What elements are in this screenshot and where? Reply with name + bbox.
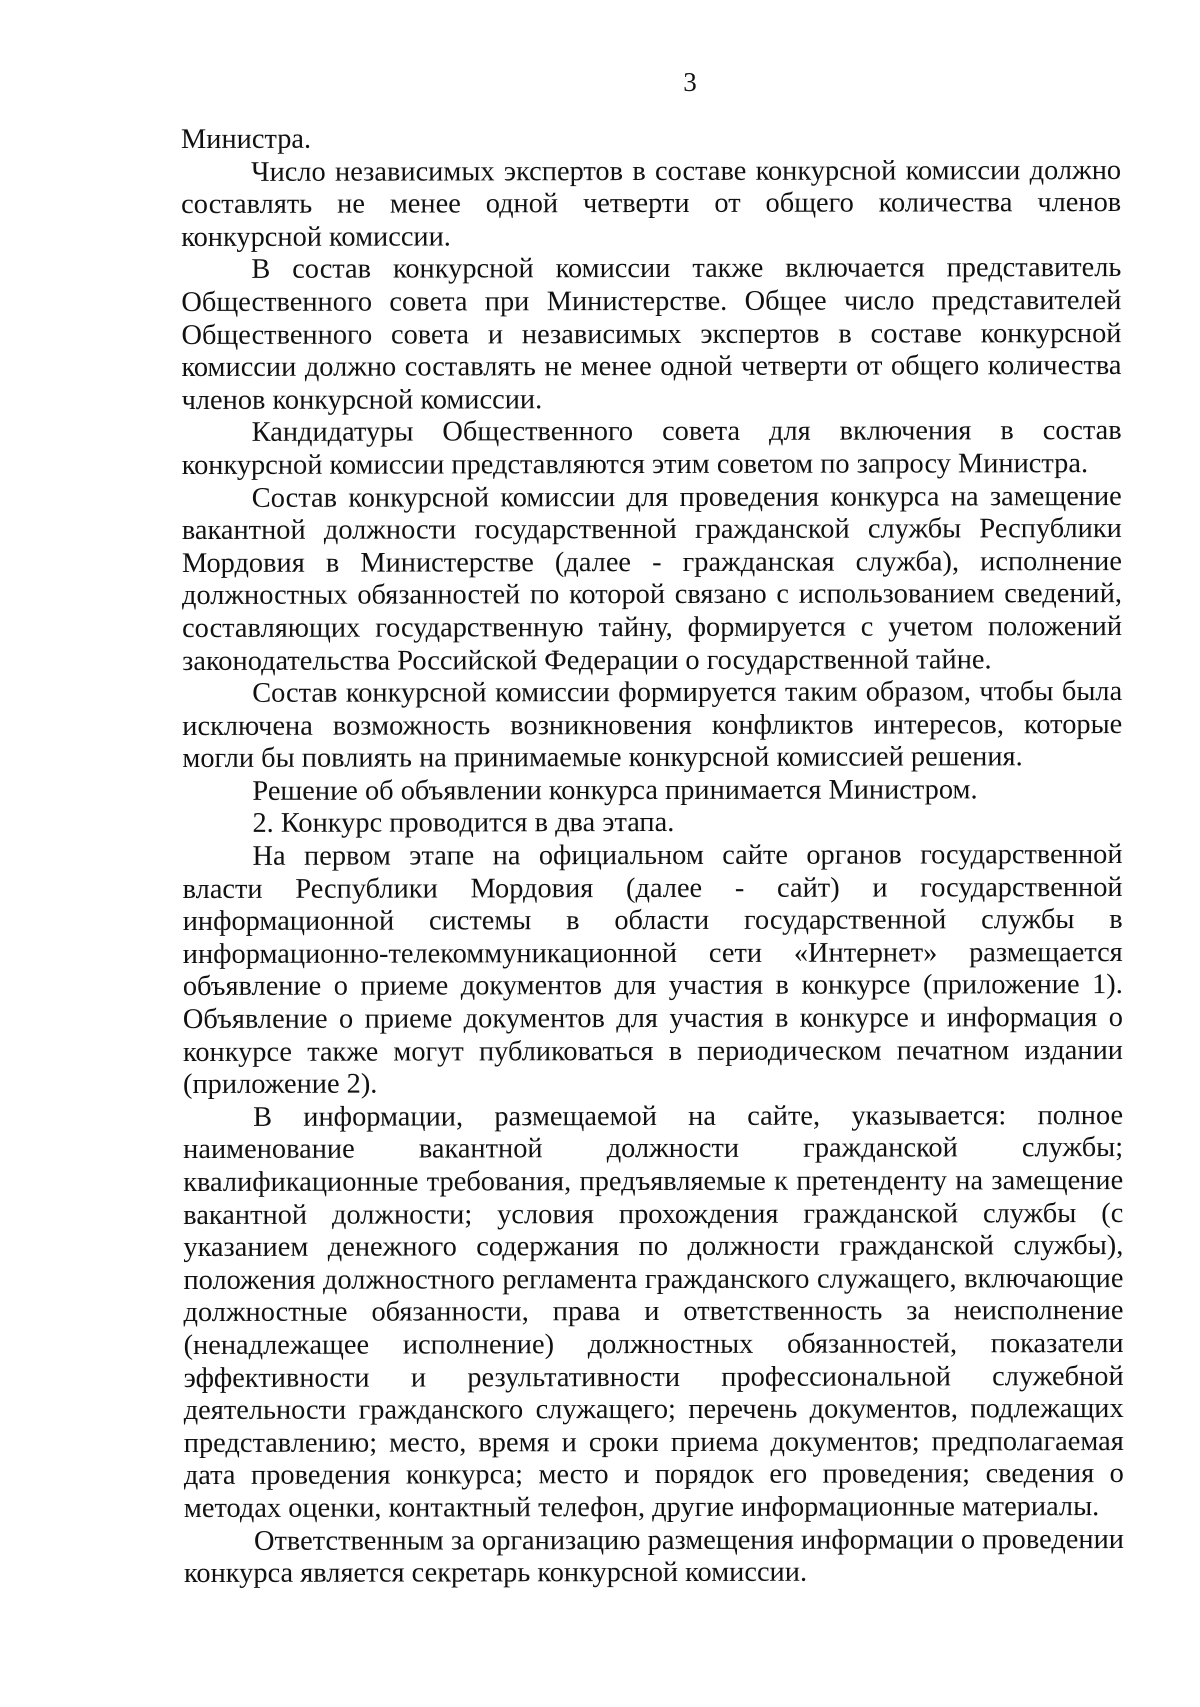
paragraph-continuation: Министра.	[181, 123, 312, 155]
document-body	[181, 122, 1124, 1591]
paragraph-conflict-of-interest: Состав конкурсной комиссии формируется таким образом, чтобы была исключена возможность возникновения конфликтов интересов, которые могли бы повлиять на принимаемые конкурсной комиссией решения.	[182, 676, 1123, 775]
paragraph-published-information: В информации, размещаемой на сайте, указывается: полное наименование вакантной должности гражданской службы; квалификационные требования, предъявляемые к претенденту на замещение вакантной должности; условия прохождения гражданской службы (с указанием денежного содержания по должности гражданской службы), положения должностного регламента гражданского служащего, включающие должностные обязанности, права и ответственность за неисполнение (ненадлежащее исполнение) должностных обязанностей, показатели эффективности и результативности профессиональной служебной деятельности гражданского служащего; перечень документов, подлежащих представлению; место, время и сроки приема документов; предполагаемая дата проведения конкурса; место и порядок его проведения; сведения о методах оценки, контактный телефон, другие информационные материалы.	[183, 1099, 1124, 1524]
paragraph-state-secret-composition: Состав конкурсной комиссии для проведения конкурса на замещение вакантной должности государственной гражданской службы Республики Мордовия в Министерстве (далее - гражданская служба), исполнение должностных обязанностей по которой связано с использованием сведений, составляющих государственную тайну, формируется с учетом положений законодательства Российской Федерации о государственной тайне.	[181, 480, 1123, 677]
paragraph-two-stages: 2. Конкурс проводится в два этапа.	[252, 807, 675, 840]
paragraph-council-candidates: Кандидатуры Общественного совета для включения в состав конкурсной комиссии представляются этим советом по запросу Министра.	[181, 415, 1122, 481]
paragraph-first-stage: На первом этапе на официальном сайте органов государственной власти Республики Мордовия (далее - сайт) и государственной информационной системы в области государственной службы в информационно-телекоммуникационной сети «Интернет» размещается объявление о приеме документов для участия в конкурсе (приложение 1). Объявление о приеме документов для участия в конкурсе и информация о конкурсе также могут публиковаться в периодическом печатном издании (приложение 2).	[182, 839, 1123, 1101]
paragraph-public-council-representative: В состав конкурсной комиссии также включается представитель Общественного совета при Министерстве. Общее число представителей Общественного совета и независимых экспертов в составе конкурсной комиссии должно составлять не менее одной четверти от общего количества членов конкурсной комиссии.	[181, 252, 1122, 416]
paragraph-competition-decision: Решение об объявлении конкурса принимается Министром.	[252, 774, 978, 807]
page-number: 3	[683, 67, 697, 97]
paragraph-independent-experts: Число независимых экспертов в составе конкурсной комиссии должно составлять не менее одной четверти от общего количества членов конкурсной комиссии.	[181, 154, 1122, 253]
paragraph-responsible-secretary: Ответственным за организацию размещения информации о проведении конкурса является секретарь конкурсной комиссии.	[184, 1523, 1124, 1590]
